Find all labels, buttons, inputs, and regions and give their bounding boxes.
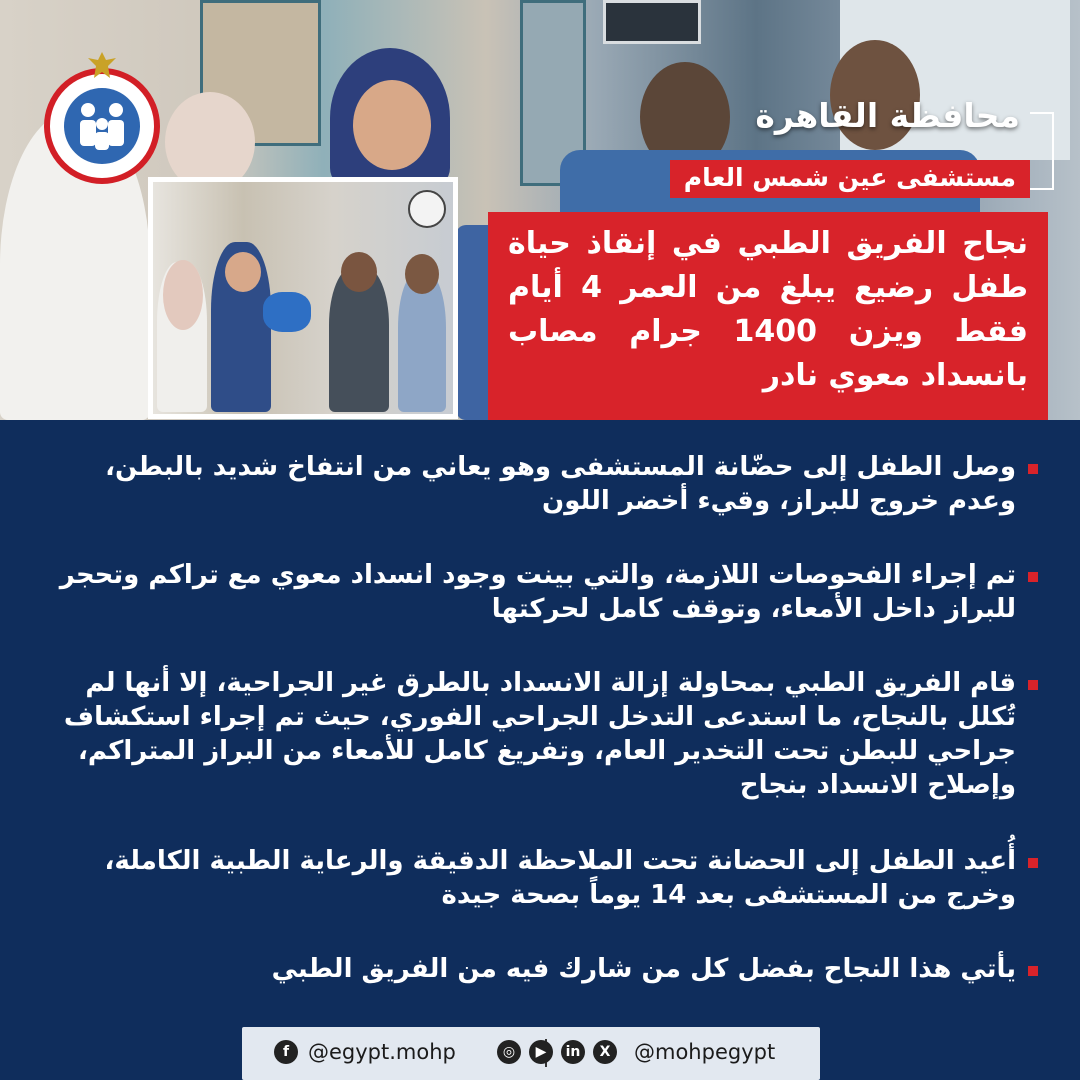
- hospital-badge: مستشفى عين شمس العام: [670, 160, 1030, 198]
- eagle-emblem-icon: [86, 50, 118, 80]
- facebook-icon[interactable]: f: [274, 1040, 298, 1064]
- instagram-icon[interactable]: ◎: [497, 1040, 521, 1064]
- bullet-item: قام الفريق الطبي بمحاولة إزالة الانسداد بالطرق غير الجراحية، إلا أنها لم تُكلل بالنجاح، ما استدعى التدخل الجراحي الفوري، حيث تم إجراء استكشاف جراحي للبطن تحت التخدير العام، وتفريغ كامل للأمعاء من البراز المتراكم، وإصلاح الانسداد بنجاح: [48, 666, 1038, 802]
- facebook-handle[interactable]: @egypt.mohp: [308, 1040, 456, 1064]
- bullet-item: وصل الطفل إلى حضّانة المستشفى وهو يعاني من انتفاخ شديد بالبطن، وعدم خروج للبراز، وقيء أخضر اللون: [48, 450, 1038, 518]
- headline: نجاح الفريق الطبي في إنقاذ حياة طفل رضيع يبلغ من العمر 4 أيام فقط ويزن 1400 جرام مصاب بانسداد معوي نادر: [488, 212, 1048, 420]
- wall-clock-icon: [408, 190, 446, 228]
- x-icon[interactable]: X: [593, 1040, 617, 1064]
- social-footer: [242, 1027, 820, 1080]
- bullet-marker-icon: [1028, 464, 1038, 474]
- bullet-item: أُعيد الطفل إلى الحضانة تحت الملاحظة الدقيقة والرعاية الطبية الكاملة، وخرج من المستشفى بعد 14 يوماً بصحة جيدة: [48, 844, 1038, 912]
- team-photo: [148, 177, 458, 419]
- title-bracket: [1030, 112, 1054, 190]
- bullet-marker-icon: [1028, 966, 1038, 976]
- governorate-title: محافظة القاهرة: [755, 96, 1020, 135]
- youtube-icon[interactable]: ▶: [529, 1040, 553, 1064]
- family-icon: [64, 88, 140, 164]
- linkedin-icon[interactable]: in: [561, 1040, 585, 1064]
- social-handle[interactable]: @mohpegypt: [634, 1040, 776, 1064]
- ministry-logo: [44, 68, 160, 184]
- bullet-item: يأتي هذا النجاح بفضل كل من شارك فيه من الفريق الطبي: [48, 952, 1038, 986]
- bullet-marker-icon: [1028, 680, 1038, 690]
- bullet-marker-icon: [1028, 572, 1038, 582]
- medical-monitor: [603, 0, 701, 44]
- bullet-marker-icon: [1028, 858, 1038, 868]
- bullet-item: تم إجراء الفحوصات اللازمة، والتي بينت وجود انسداد معوي مع تراكم وتحجر للبراز داخل الأمعاء، وتوقف كامل لحركتها: [48, 558, 1038, 626]
